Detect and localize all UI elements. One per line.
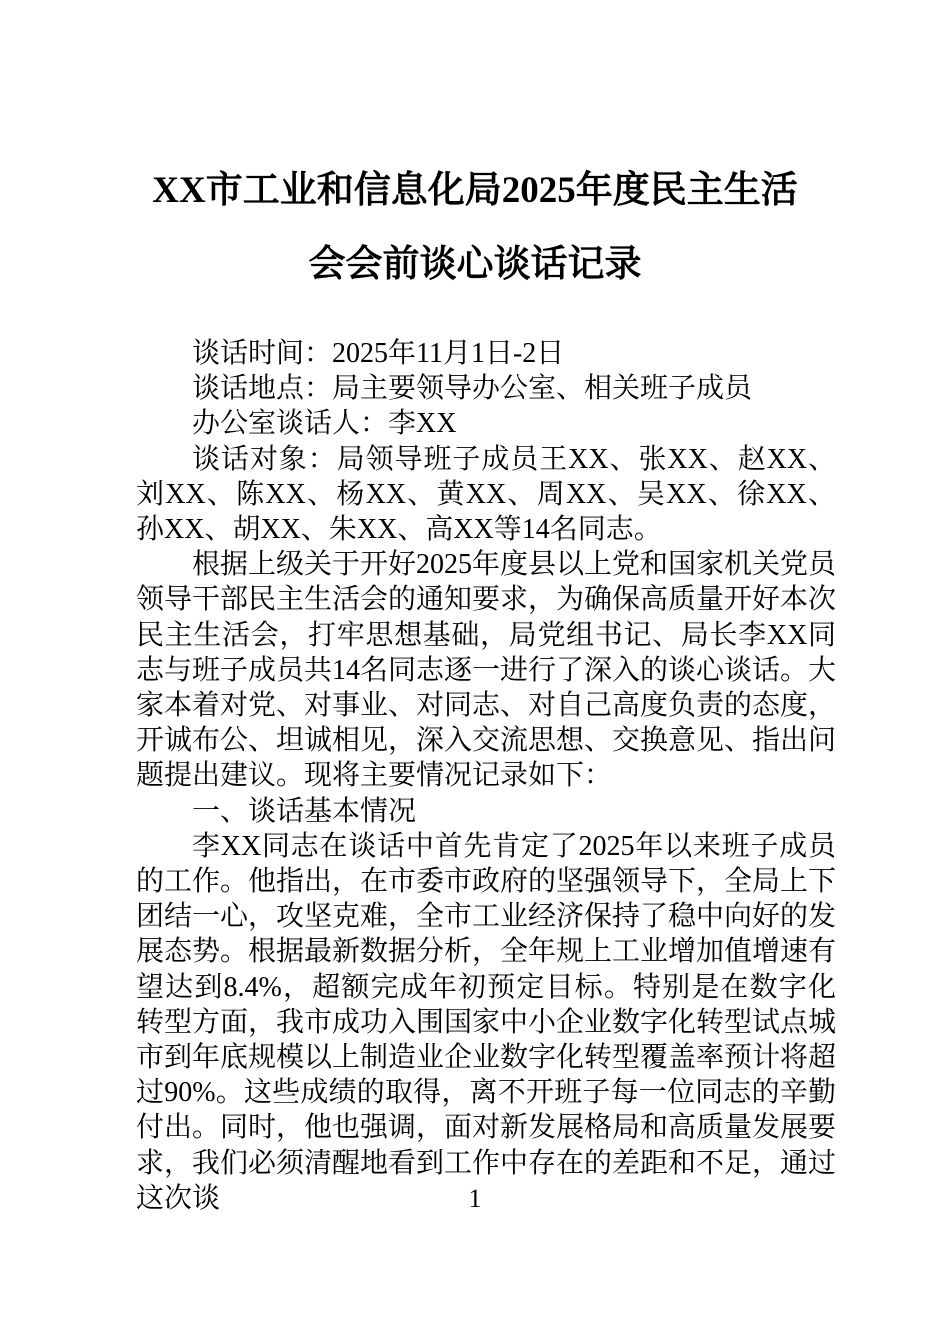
title-line-2: 会会前谈心谈话记录: [308, 244, 642, 285]
document-body: [136, 336, 836, 1216]
para-talk-time: 谈话时间：2025年11月1日-2日: [192, 338, 565, 369]
page-number: 1: [468, 1184, 482, 1213]
document-title: [118, 154, 832, 302]
para-overview: 根据上级关于开好2025年度县以上党和国家机关党员领导干部民主生活会的通知要求，为确保高质量开好本次民主生活会，打牢思想基础，局党组书记、局长李XX同志与班子成员共14名同志逐一进行了深入的谈心谈话。大家本着对党、对事业、对同志、对自己高度负责的态度，开诚布公、坦诚相见，深入交流思想、交换意见、指出问题提出建议。现将主要情况记录如下：: [136, 549, 837, 792]
title-line-1: XX市工业和信息化局2025年度民主生活: [152, 170, 798, 211]
para-talk-targets: 谈话对象：局领导班子成员王XX、张XX、赵XX、刘XX、陈XX、杨XX、黄XX、周XX、吴XX、徐XX、孙XX、胡XX、朱XX、高XX等14名同志。: [136, 443, 836, 546]
page-footer: [0, 1184, 950, 1214]
heading-section-1: 一、谈话基本情况: [192, 795, 417, 827]
para-talk-person: 办公室谈话人：李XX: [192, 408, 457, 440]
para-talk-location: 谈话地点：局主要领导办公室、相关班子成员: [192, 373, 753, 405]
para-section-1-content: 李XX同志在谈话中首先肯定了2025年以来班子成员的工作。他指出，在市委市政府的坚强领导下，全局上下团结一心，攻坚克难，全市工业经济保持了稳中向好的发展态势。根据最新数据分析，全年规上工业增加值增速有望达到8.4%，超额完成年初预定目标。特别是在数字化转型方面，我市成功入围国家中小企业数字化转型试点城市到年底规模以上制造业企业数字化转型覆盖率预计将超过90%。这些成绩的取得，离不开班子每一位同志的辛勤付出。同时，他也强调，面对新发展格局和高质量发展要求，我们必须清醒地看到工作中存在的差距和不足，通过这次谈: [136, 830, 837, 1214]
